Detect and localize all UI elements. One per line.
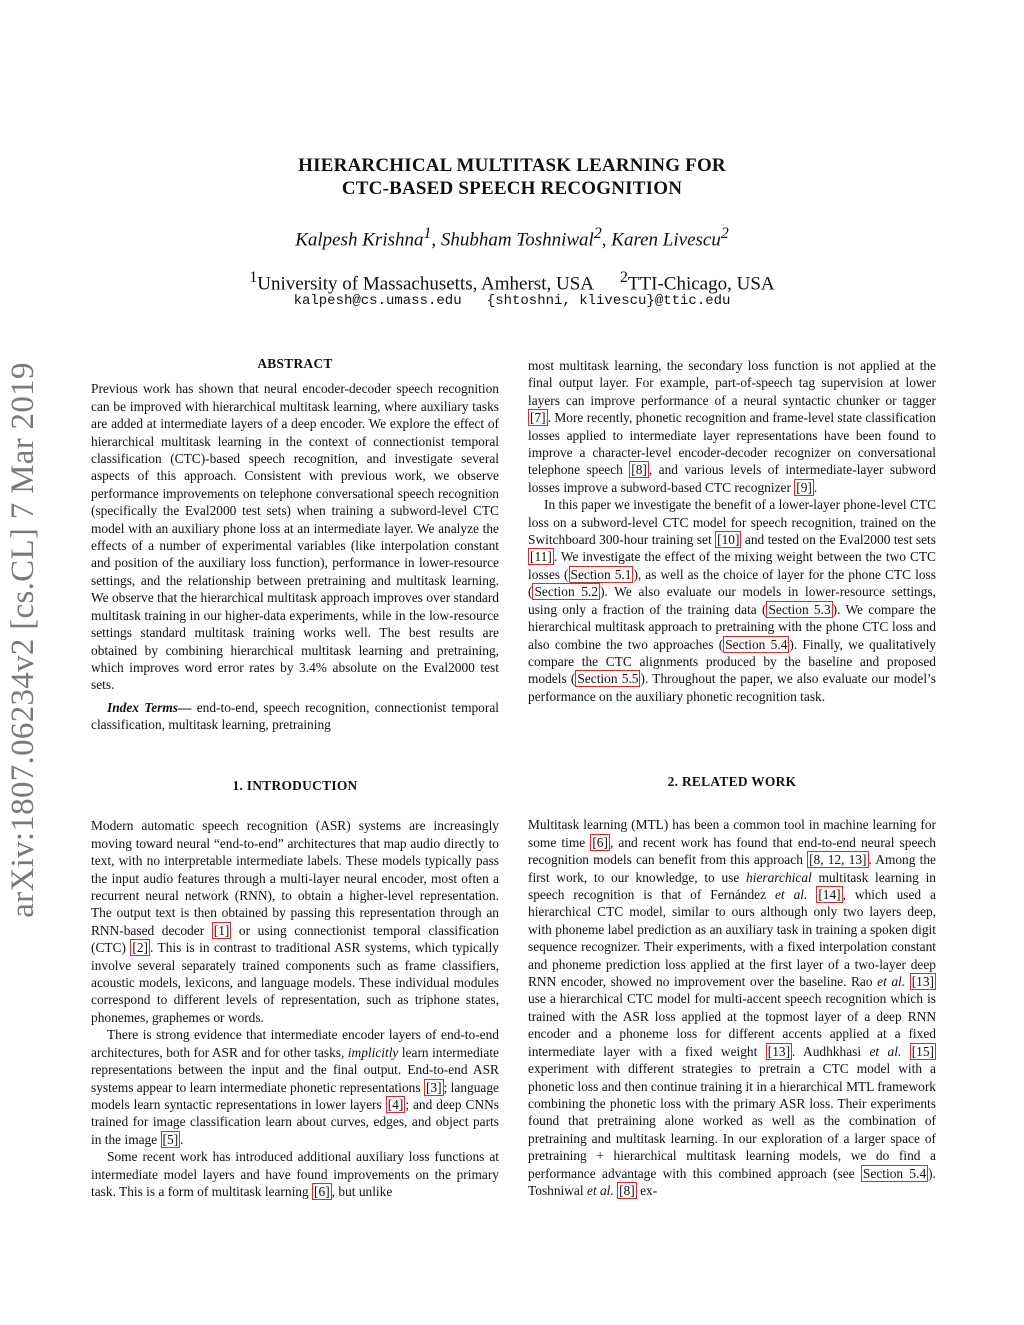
introduction-heading: 1. INTRODUCTION [232,778,358,793]
intro-paragraph: In this paper we investigate the benefit of a lower-layer phone-level CTC loss on a subword-level CTC model for speech recognition, trained on the Switchboard 300-hour training set [10] and tested on the Eval2000 test sets [11] . We investigate the effect of the mixing weight between the two CTC losses ( Section 5.1 ), as well as the choice of layer for the phone CTC loss ( Section 5.2 ). We also evaluate our models in lower-resource settings, using only a fraction of the training data ( Section 5.3 ). We compare the hierarchical multitask approach to pretraining with the phone CTC loss and also combine the two approaches ( Section 5.4 ). Finally, we qualitatively compare the CTC alignments produced by the baseline and proposed models ( Section 5.5 ). Throughout the paper, we also evaluate our model’s performance on the auxiliary phonetic recognition task. [528,497,937,704]
intro-continued [528,357,936,705]
index-terms-text: end-to-end, speech recognition, connectionist temporal classification, multitask learning, pretraining [91,699,499,733]
introduction-section [91,777,499,1200]
paper-title-line2: CTC-BASED SPEECH RECOGNITION [341,178,683,199]
citation-link[interactable]: [1] [213,922,230,938]
citation-link[interactable]: [3] [425,1079,442,1095]
abstract-heading: ABSTRACT [257,356,333,371]
citation-link[interactable]: [15] [911,1043,934,1059]
section-link[interactable]: Section 5.2 [534,584,599,600]
intro-paragraph: Some recent work has introduced additional auxiliary loss functions at intermediate model layers and have found improvements on the primary task. This is a form of multitask learning [6] , but unlike [91,1149,499,1199]
author-name: Shubham Toshniwal [440,229,594,251]
abstract-text: Previous work has shown that neural encoder-decoder speech recognition can be improved with hierarchical multitask learning, where auxiliary tasks are added at intermediate layers of a deep encoder. We explore the effect of hierarchical multitask learning in the context of connectionist temporal classification (CTC)-based speech recognition, and investigate several aspects of this approach. Consistent with previous work, we observe performance improvements on telephone conversational speech recognition (specifically the Eval2000 test sets) when training a subword-level CTC model with an auxiliary phone loss at an intermediate layer. We analyze the effects of a number of experimental variables (like interpolation constant and position of the auxiliary loss function), performance in lower-resource settings, and the relationship between pretraining and multitask learning. We observe that the hierarchical multitask approach improves over standard multitask training in our higher-data experiments, while in the low-resource settings standard multitask training works well. The best results are obtained by combining hierarchical multitask learning and pretraining, which improves word error rates by 3.4% absolute on the Eval2000 test sets. [91,381,499,693]
intro-paragraph: There is strong evidence that intermediate encoder layers of end-to-end architectures, both for ASR and for other tasks, implicitly learn intermediate representations between the input and the final output. End-to-end ASR systems appear to learn intermediate phonetic representations [3] ; language models learn syntactic representations in lower layers [4] ; and deep CNNs trained for image classification learn about curves, edges, and object parts in the image [5] . [91,1027,500,1147]
citation-link[interactable]: [14] [818,887,841,903]
section-link[interactable]: Section 5.3 [768,601,831,617]
index-terms-label: Index Terms— [107,699,192,715]
citation-link[interactable]: [2] [132,940,149,956]
citation-link[interactable]: [8, 12, 13] [809,852,867,868]
citation-link[interactable]: [6] [314,1183,330,1199]
citation-link[interactable]: [4] [387,1096,404,1112]
related-work-section [528,773,936,1199]
citation-link[interactable]: [11] [530,549,552,565]
citation-link[interactable]: [5] [162,1131,179,1147]
affiliations [0,266,1024,296]
section-link[interactable]: Section 5.4 [725,636,788,652]
related-paragraph: Multitask learning (MTL) has been a common tool in machine learning for some time [6] , and recent work has found that end-to-end neural speech recognition models can benefit from this approach [8, 12, 13] . Among the first work, to our knowledge, to use hierarchical multitask learning in speech recognition is that of Fernández et al. [14] , which used a hierarchical CTC model, similar to ours although only two layers deep, with phoneme label prediction as an auxiliary task in training a spoken digit sequence recognizer. Their experiments, with a fixed interpolation constant and phoneme prediction loss applied at the first layer of a two-layer deep RNN encoder, showed no improvement over the baseline. Rao et al. [13] use a hierarchical CTC model for multi-accent speech recognition which is trained with the ASR loss applied at the topmost layer of a deep RNN encoder and a phoneme loss for different accents applied at a fixed intermediate layer with a fixed weight [13] . Audhkhasi et al. [15] experiment with different strategies to pretrain a CTC model with a phonetic loss and then continue training it in a hierarchical MTL framework combining the phonetic loss with the primary ASR loss. Their experiments found that pretraining alone worked as well as the combination of pretraining and multitask learning. In our exploration of a larger space of pretraining + hierarchical multitask learning models, we do find a performance advantage with this combined approach (see Section 5.4 ). Toshniwal et al. [8] ex- [528,817,937,1198]
related-work-heading: 2. RELATED WORK [667,774,797,789]
citation-link[interactable]: [10] [717,532,740,548]
citation-link[interactable]: [7] [530,410,546,426]
author-name: Kalpesh Krishna [295,229,424,251]
author-list: Kalpesh Krishna$^1$, Shubham Toshniwal$^2$, Karen Livescu$^2$ [295,225,729,251]
citation-link[interactable]: [13] [911,974,934,990]
intro-paragraph: Modern automatic speech recognition (ASR) systems are increasingly moving toward neural “end-to-end” architectures that map audio directly to text, with no interpretable intermediate labels. These models typically pass the input audio features through a multi-layer neural encoder, most often a recurrent neural network (RNN), to obtain a higher-level representation. The output text is then obtained by passing this representation through an RNN-based decoder [1] or using connectionist temporal classification (CTC) [2] . This is in contrast to traditional ASR systems, which typically involve several separately trained components such as frame classifiers, acoustic models, lexicons, and language models. These individual modules correspond to different levels of representation, such as triphone states, phonemes, graphemes or words. [91,818,500,1025]
citation-link[interactable]: [13] [767,1043,791,1059]
abstract-section [91,355,499,734]
section-link[interactable]: Section 5.4 [862,1165,927,1181]
affiliation: University of Massachusetts, Amherst, USA [257,273,594,295]
index-terms [91,699,499,734]
arxiv-identifier: arXiv:1807.06234v2 [cs.CL] 7 Mar 2019 [5,362,41,918]
author-affil-sup: 2 [593,225,602,242]
author-affil-sup: 2 [720,225,729,242]
citation-link[interactable]: [8] [631,462,647,478]
affiliation: TTI-Chicago, USA [627,273,775,295]
section-link[interactable]: Section 5.5 [577,671,639,687]
section-link[interactable]: Section 5.1 [570,566,632,582]
author-name: Karen Livescu [611,229,721,251]
affil-sup: 1 [249,269,258,286]
citation-link[interactable]: [8] [619,1182,635,1198]
intro-paragraph: most multitask learning, the secondary loss function is not applied at the final output layer. For example, part-of-speech tag supervision at lower layers can improve performance of a neural syntactic chunker or tagger [7] . More recently, phonetic recognition and frame-level state classification losses applied to intermediate layer representations have been found to improve a character-level encoder-decoder recognizer on conversational telephone speech [8] , and various levels of intermediate-layer subword losses improve a subword-based CTC recognizer [9] . [528,358,936,495]
author-affil-sup: 1 [423,225,432,242]
author-emails: kalpesh@cs.umass.edu {shtoshni, klivescu}@ttic.edu [293,293,731,309]
citation-link[interactable]: [9] [796,479,812,495]
paper-title-line1: HIERARCHICAL MULTITASK LEARNING FOR [298,155,726,176]
citation-link[interactable]: [6] [592,834,608,850]
affil-sup: 2 [620,269,628,286]
